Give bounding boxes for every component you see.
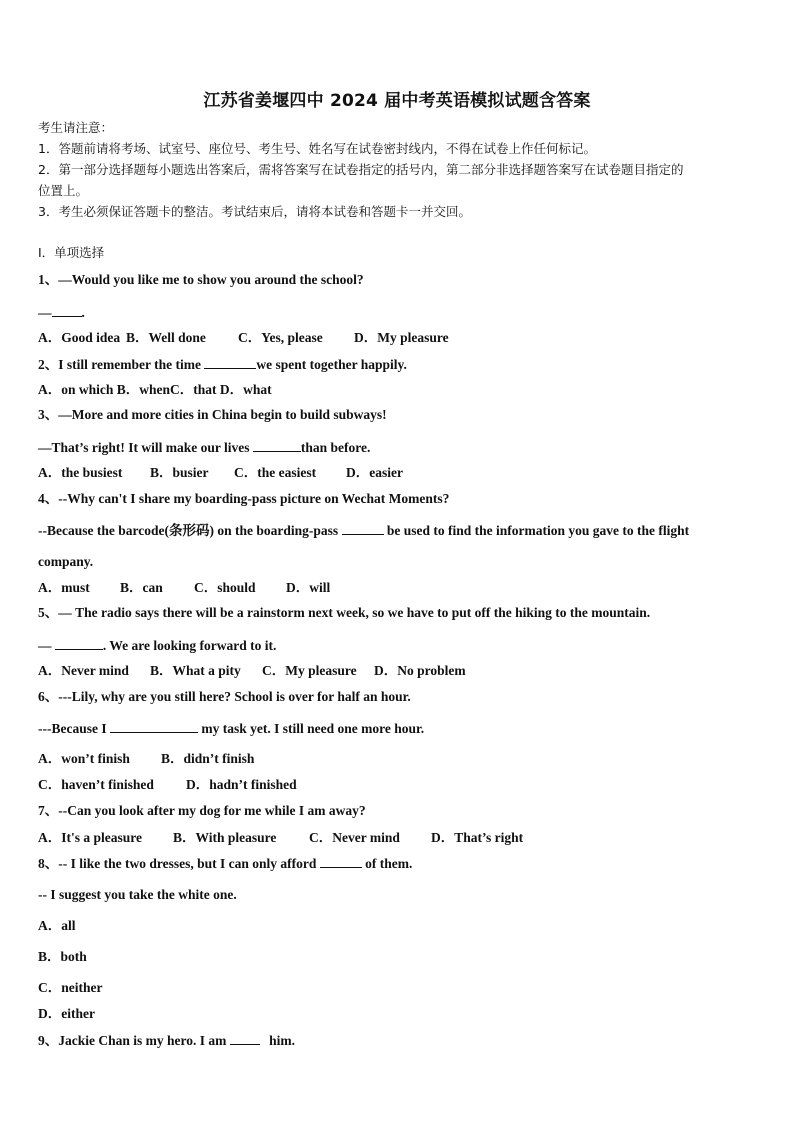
q4-options xyxy=(38,580,330,596)
q2-options: A．on which B．whenC．that D．what xyxy=(38,382,272,397)
q6-stem: 6、---Lily, why are you still here? School is over for half an hour. xyxy=(38,689,411,704)
q6-option-a: A．won’t finish xyxy=(38,751,130,766)
q2-blank xyxy=(204,356,256,369)
notice-item-1: 1．答题前请将考场、试室号、座位号、考生号、姓名写在试卷密封线内，不得在试卷上作任何标记。 xyxy=(38,141,596,156)
q4-option-b: B．can xyxy=(120,580,163,595)
q9-stem: 9、Jackie Chan is my hero. I am him. xyxy=(38,1033,296,1048)
q3-option-d: D．easier xyxy=(346,465,403,480)
q1-blank xyxy=(52,304,82,317)
q5-stem: 5、— The radio says there will be a rainstorm next week, so we have to put off the hiking to the mountain. xyxy=(38,605,651,620)
q5-blank xyxy=(55,637,103,650)
q5-option-a: A．Never mind xyxy=(38,663,129,678)
section-heading: Ⅰ．单项选择 xyxy=(38,245,105,260)
q5-option-d: D．No problem xyxy=(374,663,466,678)
q4-reply: --Because the barcode(条形码) on the boarding-pass be used to find the information you gave to the flight xyxy=(38,523,690,538)
q1-stem: 1、—Would you like me to show you around the school? xyxy=(38,272,364,287)
q8-reply: -- I suggest you take the white one. xyxy=(38,887,237,902)
q8-blank xyxy=(320,855,362,868)
q7-option-b: B．With pleasure xyxy=(173,830,277,845)
q1-option-a: A．Good idea xyxy=(38,330,121,345)
q8-option-c: C．neither xyxy=(38,980,103,995)
q7-option-c: C．Never mind xyxy=(309,830,400,845)
q4-blank xyxy=(342,522,384,535)
q4-reply-cont: company. xyxy=(38,554,94,569)
q3-option-b: B．busier xyxy=(150,465,209,480)
notice-item-2-cont: 位置上。 xyxy=(38,183,89,198)
q5-options xyxy=(38,663,466,679)
q5-reply: — . We are looking forward to it. xyxy=(38,638,277,653)
q2-stem: 2、I still remember the time we spent together happily. xyxy=(38,357,407,372)
q6-option-d: D．hadn’t finished xyxy=(186,777,297,792)
q7-stem: 7、--Can you look after my dog for me while I am away? xyxy=(38,803,366,818)
notice-heading: 考生请注意： xyxy=(38,120,114,135)
q3-blank xyxy=(253,439,301,452)
q1-options xyxy=(38,330,449,346)
q8-option-a: A．all xyxy=(38,918,76,933)
notice-item-2: 2．第一部分选择题每小题选出答案后，需将答案写在试卷指定的括号内，第二部分非选择题答案写在试卷题目指定的 xyxy=(38,162,684,177)
q8-stem: 8、-- I like the two dresses, but I can only afford of them. xyxy=(38,856,413,871)
q6-reply: ---Because I my task yet. I still need one more hour. xyxy=(38,721,425,736)
q7-option-a: A．It's a pleasure xyxy=(38,830,143,845)
q5-option-b: B．What a pity xyxy=(150,663,241,678)
q3-stem: 3、—More and more cities in China begin to build subways! xyxy=(38,407,387,422)
q6-options-row1 xyxy=(38,751,254,767)
q8-option-b: B．both xyxy=(38,949,87,964)
q6-option-c: C．haven’t finished xyxy=(38,777,154,792)
page-title: 江苏省姜堰四中 2024 届中考英语模拟试题含答案 xyxy=(203,91,591,111)
q4-option-c: C．should xyxy=(194,580,256,595)
q4-option-a: A．must xyxy=(38,580,90,595)
q8-option-d: D．either xyxy=(38,1006,95,1021)
q5-option-c: C．My pleasure xyxy=(262,663,357,678)
q1-option-c: C．Yes, please xyxy=(238,330,323,345)
q9-blank xyxy=(230,1032,260,1045)
q6-blank xyxy=(110,720,198,733)
q3-options xyxy=(38,465,403,481)
q3-option-a: A．the busiest xyxy=(38,465,123,480)
q7-options xyxy=(38,830,523,846)
q1-reply: — . xyxy=(38,305,85,320)
q1-option-b: B．Well done xyxy=(126,330,206,345)
q6-options-row2 xyxy=(38,777,297,793)
q4-stem: 4、--Why can't I share my boarding-pass picture on Wechat Moments? xyxy=(38,491,450,506)
q4-option-d: D．will xyxy=(286,580,331,595)
q1-option-d: D．My pleasure xyxy=(354,330,449,345)
q7-option-d: D．That’s right xyxy=(431,830,524,845)
notice-item-3: 3．考生必须保证答题卡的整洁。考试结束后，请将本试卷和答题卡一并交回。 xyxy=(38,204,471,219)
q6-option-b: B．didn’t finish xyxy=(161,751,255,766)
q3-reply: —That’s right! It will make our lives than before. xyxy=(38,440,371,455)
q3-option-c: C．the easiest xyxy=(234,465,317,480)
